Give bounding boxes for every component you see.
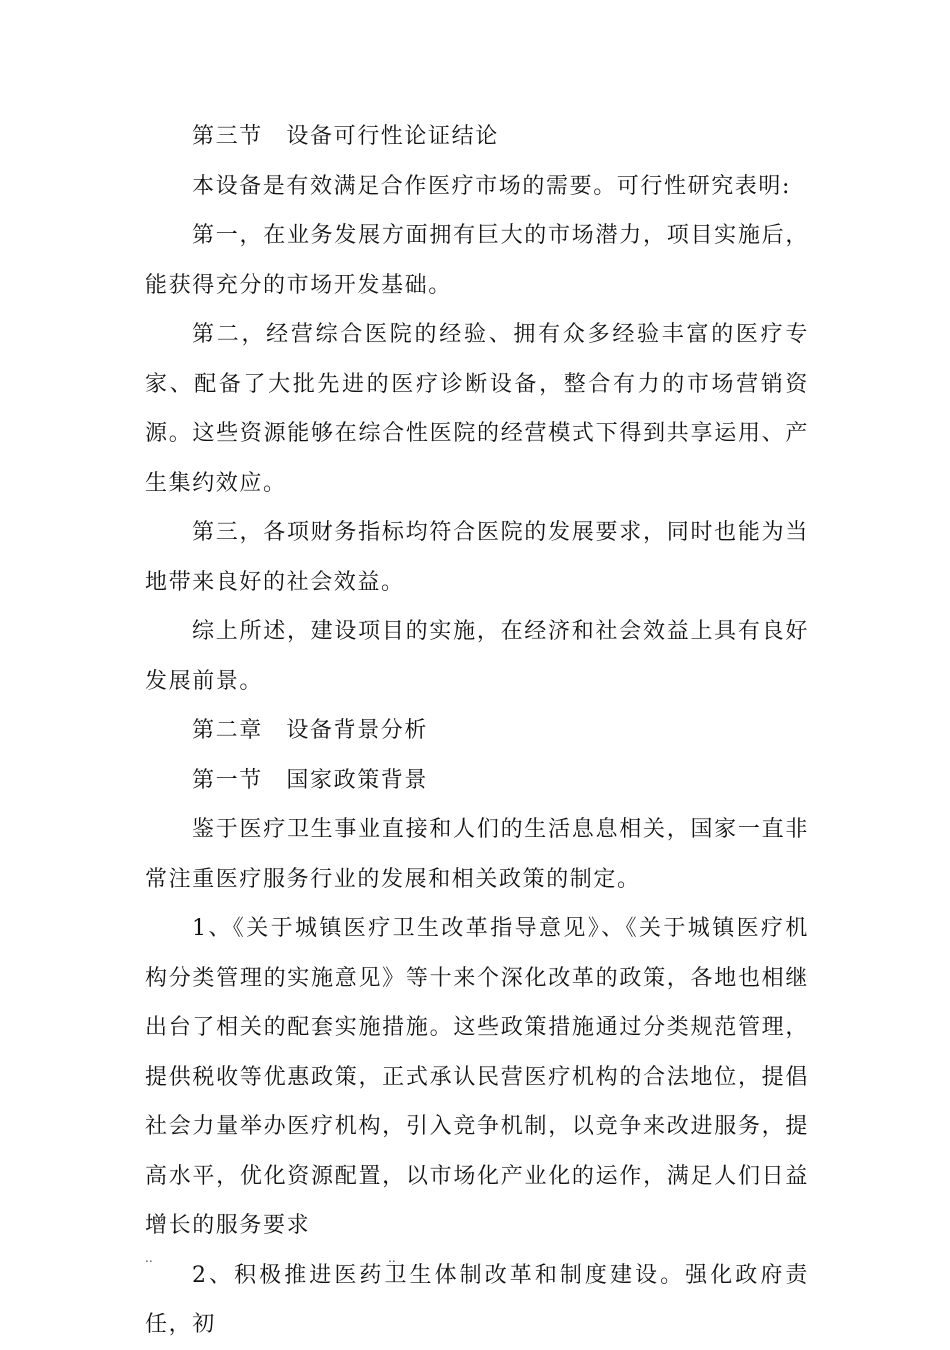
paragraph-summary: 综上所述，建设项目的实施，在经济和社会效益上具有良好发展前景。 [145, 619, 809, 694]
paragraph-intro: 本设备是有效满足合作医疗市场的需要。可行性研究表明: [192, 173, 792, 199]
footer-mark-left: .. [145, 1251, 153, 1265]
paragraph-third: 第三，各项财务指标均符合医院的发展要求，同时也能为当地带来良好的社会效益。 [145, 520, 809, 595]
paragraph-policy-intro: 鉴于医疗卫生事业直接和人们的生活息息相关，国家一直非常注重医疗服务行业的发展和相关政策的制定。 [145, 817, 809, 892]
chapter-heading-2: 第二章 设备背景分析 [192, 718, 429, 743]
document-body [145, 112, 809, 1350]
paragraph-policy-2: 2、积极推进医药卫生体制改革和制度建设。强化政府责任，初 [145, 1262, 809, 1337]
paragraph-first: 第一，在业务发展方面拥有巨大的市场潜力，项目实施后，能获得充分的市场开发基础。 [145, 223, 809, 298]
section-heading-3: 第三节 设备可行性论证结论 [192, 124, 499, 149]
section-heading-1: 第一节 国家政策背景 [192, 767, 429, 793]
footer-mark-right: .. [388, 1251, 396, 1265]
paragraph-policy-1: 1、《关于城镇医疗卫生改革指导意见》、《关于城镇医疗机构分类管理的实施意见》等十来个深化改革的政策，各地也相继出台了相关的配套实施措施。这些政策措施通过分类规范管理，提供税收等优惠政策，正式承认民营医疗机构的合法地位，提倡社会力量举办医疗机构，引入竞争机制，以竞争来改进服务，提高水平，优化资源配置，以市场化产业化的运作，满足人们日益增长的服务要求 [145, 916, 809, 1238]
paragraph-second: 第二，经营综合医院的经验、拥有众多经验丰富的医疗专家、配备了大批先进的医疗诊断设备，整合有力的市场营销资源。这些资源能够在综合性医院的经营模式下得到共享运用、产生集约效应。 [145, 322, 809, 496]
